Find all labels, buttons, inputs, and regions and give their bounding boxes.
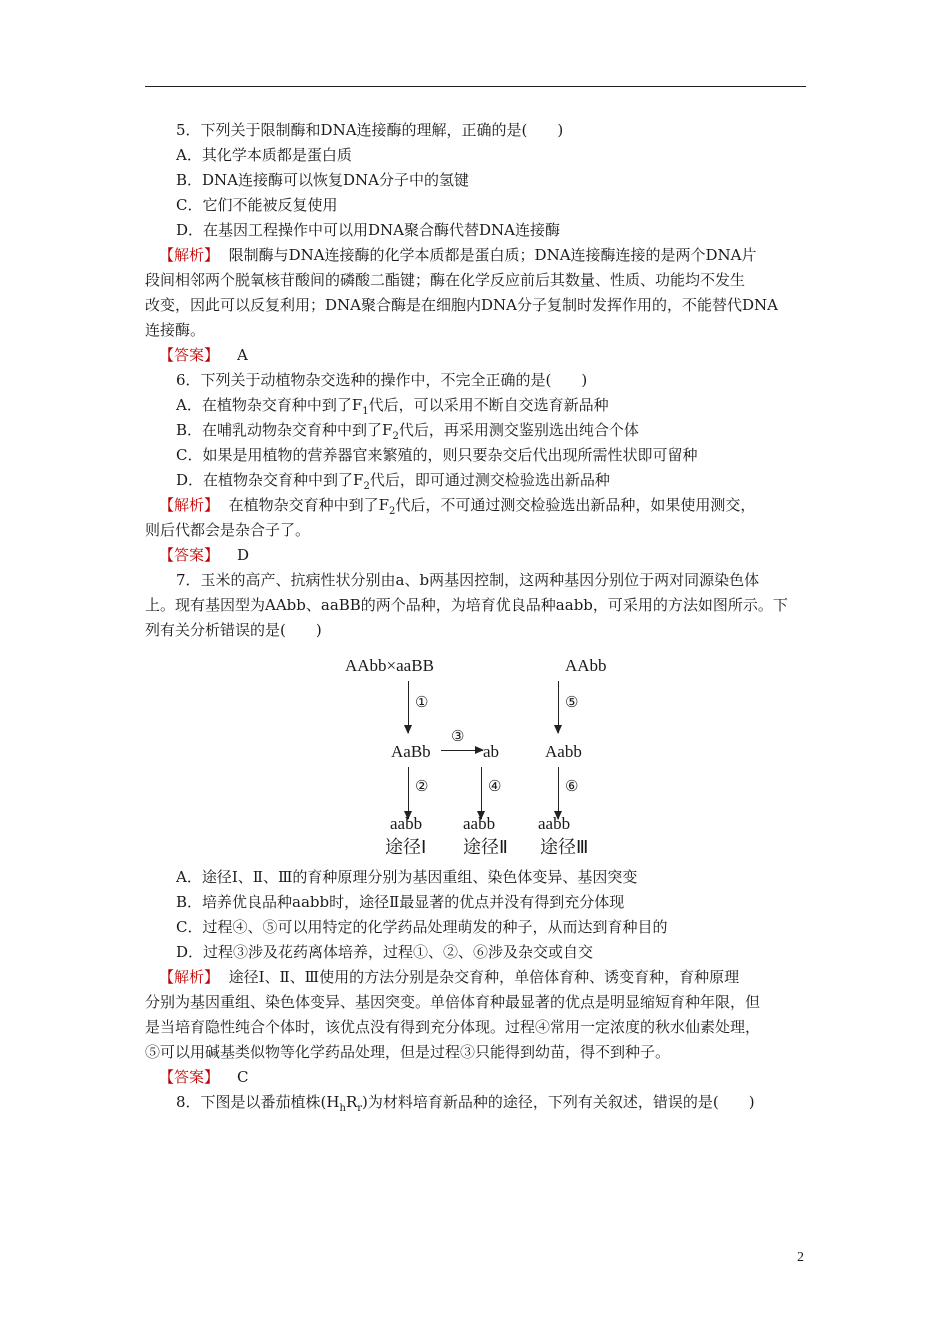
header-rule — [145, 86, 806, 87]
arrow-step-1 — [408, 681, 409, 733]
page-number: 2 — [797, 1250, 804, 1265]
q7-option-c: C．过程④、⑤可以用特定的化学药品处理萌发的种子，从而达到育种目的 — [176, 918, 668, 936]
q7-option-b: B．培养优良品种aabb时，途径Ⅱ最显著的优点并没有得到充分体现 — [176, 893, 625, 911]
q5-analysis-line-1: 【解析】 限制酶与DNA连接酶的化学本质都是蛋白质；DNA连接酶连接的是两个DNA片 — [159, 246, 757, 264]
q6-analysis-line-1: 【解析】 在植物杂交育种中到了$F_2$代后，不可通过测交检验选出新品种，如果使用测交， — [159, 496, 756, 517]
path-label-3: 途径Ⅲ — [540, 837, 589, 858]
result-genotype-1: aabb — [390, 814, 423, 833]
step-6-label: ⑥ — [565, 779, 579, 795]
path-label-2: 途径Ⅱ — [463, 837, 508, 858]
q6-option-a: A．在植物杂交育种中到了$F_1$代后，可以采用不断自交选育新品种 — [176, 396, 609, 417]
q5-analysis-line-2: 段间相邻两个脱氧核苷酸间的磷酸二酯键；酶在化学反应前后其数量、性质、功能均不发生 — [145, 271, 746, 289]
q6-stem: 6．下列关于动植物杂交选种的操作中，不完全正确的是( ) — [176, 371, 588, 389]
analysis-tag: 【解析】 — [159, 496, 220, 514]
step-1-label: ① — [415, 695, 429, 711]
analysis-tag: 【解析】 — [159, 968, 220, 986]
step-4-label: ④ — [488, 779, 502, 795]
q5-analysis-line-3: 改变，因此可以反复利用；DNA聚合酶是在细胞内DNA分子复制时发挥作用的，不能替代DNA — [145, 296, 778, 314]
q7-analysis-line-2: 分别为基因重组、染色体变异、基因突变。单倍体育种最显著的优点是明显缩短育种年限，但 — [145, 993, 761, 1011]
parent-genotype-3: AAbb — [565, 656, 607, 675]
q7-analysis-line-3: 是当培育隐性纯合个体时，该优点没有得到充分体现。过程④常用一定浓度的秋水仙素处理， — [145, 1018, 761, 1036]
answer-value: D — [237, 546, 250, 564]
result-genotype-2: aabb — [463, 814, 496, 833]
q5-stem: 5．下列关于限制酶和DNA连接酶的理解，正确的是( ) — [176, 121, 564, 139]
q7-stem-line-1: 7．玉米的高产、抗病性状分别由a、b两基因控制，这两种基因分别位于两对同源染色体 — [176, 571, 760, 589]
arrow-step-3 — [441, 750, 483, 751]
q5-answer — [145, 343, 807, 368]
page-content — [145, 118, 807, 1115]
q5-option-b: B．DNA连接酶可以恢复DNA分子中的氢键 — [176, 171, 469, 189]
breeding-pathway-diagram — [145, 645, 807, 865]
result-genotype-3: aabb — [538, 814, 571, 833]
q7-analysis-line-1: 【解析】 途径Ⅰ、Ⅱ、Ⅲ使用的方法分别是杂交育种，单倍体育种、诱变育种，育种原理 — [159, 968, 740, 986]
q6-option-d: D．在植物杂交育种中到了$F_2$代后，即可通过测交检验选出新品种 — [176, 471, 610, 492]
path-label-1: 途径Ⅰ — [385, 837, 427, 858]
analysis-tag: 【解析】 — [159, 246, 220, 264]
q7-option-a: A．途径Ⅰ、Ⅱ、Ⅲ的育种原理分别为基因重组、染色体变异、基因突变 — [176, 868, 638, 886]
q7-answer — [145, 1065, 807, 1090]
q5-analysis-line-4: 连接酶。 — [145, 321, 206, 339]
gamete-genotype: ab — [483, 742, 500, 761]
q5-option-c: C．它们不能被反复使用 — [176, 196, 338, 214]
arrow-step-5 — [558, 681, 559, 733]
f1-genotype: AaBb — [391, 742, 431, 761]
answer-value: A — [237, 346, 248, 364]
step-2-label: ② — [415, 779, 429, 795]
mutant-genotype: Aabb — [545, 742, 582, 761]
q7-stem-line-2: 上。现有基因型为AAbb、aaBB的两个品种，为培育优良品种aabb，可采用的方法如图所示。下 — [145, 596, 788, 614]
step-3-label: ③ — [451, 729, 465, 745]
cross-genotype: AAbb×aaBB — [345, 656, 434, 675]
q7-analysis-line-4: ⑤可以用碱基类似物等化学药品处理，但是过程③只能得到幼苗，得不到种子。 — [145, 1043, 671, 1061]
q7-stem-line-3: 列有关分析错误的是( ) — [145, 621, 322, 639]
answer-tag: 【答案】 — [159, 346, 220, 364]
step-5-label: ⑤ — [565, 695, 579, 711]
q6-analysis-line-2: 则后代都会是杂合子了。 — [145, 521, 311, 539]
q5-option-a: A．其化学本质都是蛋白质 — [176, 146, 352, 164]
q6-answer — [145, 543, 807, 568]
q7-option-d: D．过程③涉及花药离体培养，过程①、②、⑥涉及杂交或自交 — [176, 943, 594, 961]
answer-tag: 【答案】 — [159, 1068, 220, 1086]
answer-value: C — [237, 1068, 249, 1086]
q8-stem: 8．下图是以番茄植株$(H_hR_r)$为材料培育新品种的途径，下列有关叙述，错误的是( ) — [176, 1093, 755, 1114]
q6-option-b: B．在哺乳动物杂交育种中到了$F_2$代后，再采用测交鉴别选出纯合个体 — [176, 421, 639, 442]
q5-option-d: D．在基因工程操作中可以用DNA聚合酶代替DNA连接酶 — [176, 221, 560, 239]
q6-option-c: C．如果是用植物的营养器官来繁殖的，则只要杂交后代出现所需性状即可留种 — [176, 446, 698, 464]
answer-tag: 【答案】 — [159, 546, 220, 564]
